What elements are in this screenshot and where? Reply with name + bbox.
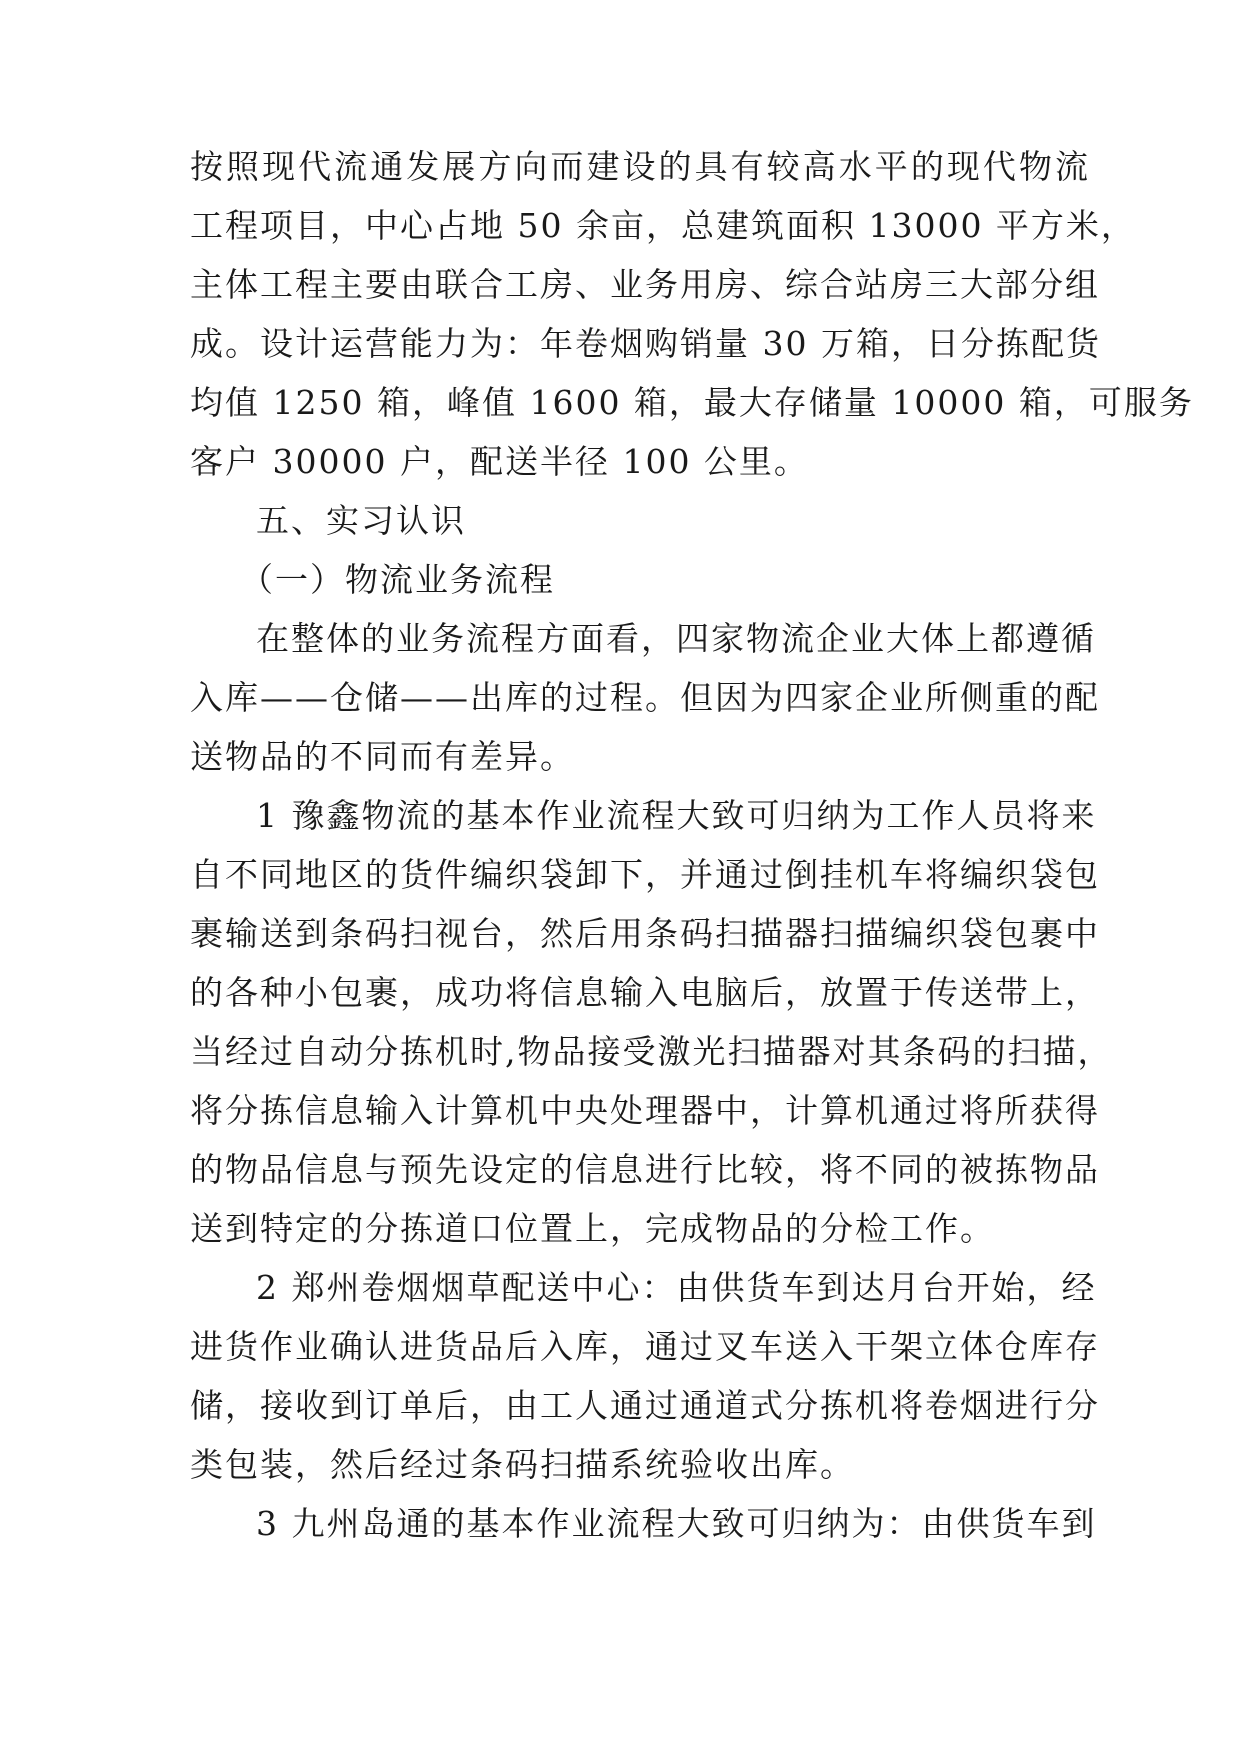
paragraph-line: 裹输送到条码扫视台，然后用条码扫描器扫描编织袋包裹中 [190,914,1100,953]
paragraph-line: 工程项目，中心占地 50 余亩，总建筑面积 13000 平方米， [190,206,1136,245]
paragraph-line: 按照现代流通发展方向而建设的具有较高水平的现代物流 [190,147,1090,186]
paragraph-line: 送到特定的分拣道口位置上，完成物品的分检工作。 [190,1209,995,1248]
paragraph-line: 主体工程主要由联合工房、业务用房、综合站房三大部分组 [190,265,1100,304]
subsection-heading: （一）物流业务流程 [240,560,555,599]
paragraph-line: 1 豫鑫物流的基本作业流程大致可归纳为工作人员将来 [256,796,1097,835]
paragraph-line: 2 郑州卷烟烟草配送中心：由供货车到达月台开始，经 [256,1268,1097,1307]
paragraph-line: 送物品的不同而有差异。 [190,737,575,776]
paragraph-line: 入库——仓储——出库的过程。但因为四家企业所侧重的配 [190,678,1100,717]
section-heading: 五、实习认识 [256,501,466,540]
paragraph-line: 客户 30000 户，配送半径 100 公里。 [190,442,809,481]
paragraph-line: 均值 1250 箱，峰值 1600 箱，最大存储量 10000 箱，可服务 [190,383,1194,422]
paragraph-line: 的物品信息与预先设定的信息进行比较，将不同的被拣物品 [190,1150,1100,1189]
paragraph-line: 当经过自动分拣机时,物品接受激光扫描器对其条码的扫描， [190,1032,1113,1071]
paragraph-line: 3 九州岛通的基本作业流程大致可归纳为：由供货车到 [256,1504,1097,1543]
paragraph-line: 进货作业确认进货品后入库，通过叉车送入干架立体仓库存 [190,1327,1100,1366]
paragraph-line: 的各种小包裹，成功将信息输入电脑后，放置于传送带上， [190,973,1100,1012]
paragraph-line: 成。设计运营能力为：年卷烟购销量 30 万箱，日分拣配货 [190,324,1101,363]
paragraph-line: 类包装，然后经过条码扫描系统验收出库。 [190,1445,855,1484]
paragraph-line: 自不同地区的货件编织袋卸下，并通过倒挂机车将编织袋包 [190,855,1100,894]
paragraph-line: 储，接收到订单后，由工人通过通道式分拣机将卷烟进行分 [190,1386,1100,1425]
paragraph-line: 在整体的业务流程方面看，四家物流企业大体上都遵循 [256,619,1096,658]
paragraph-line: 将分拣信息输入计算机中央处理器中，计算机通过将所获得 [190,1091,1100,1130]
